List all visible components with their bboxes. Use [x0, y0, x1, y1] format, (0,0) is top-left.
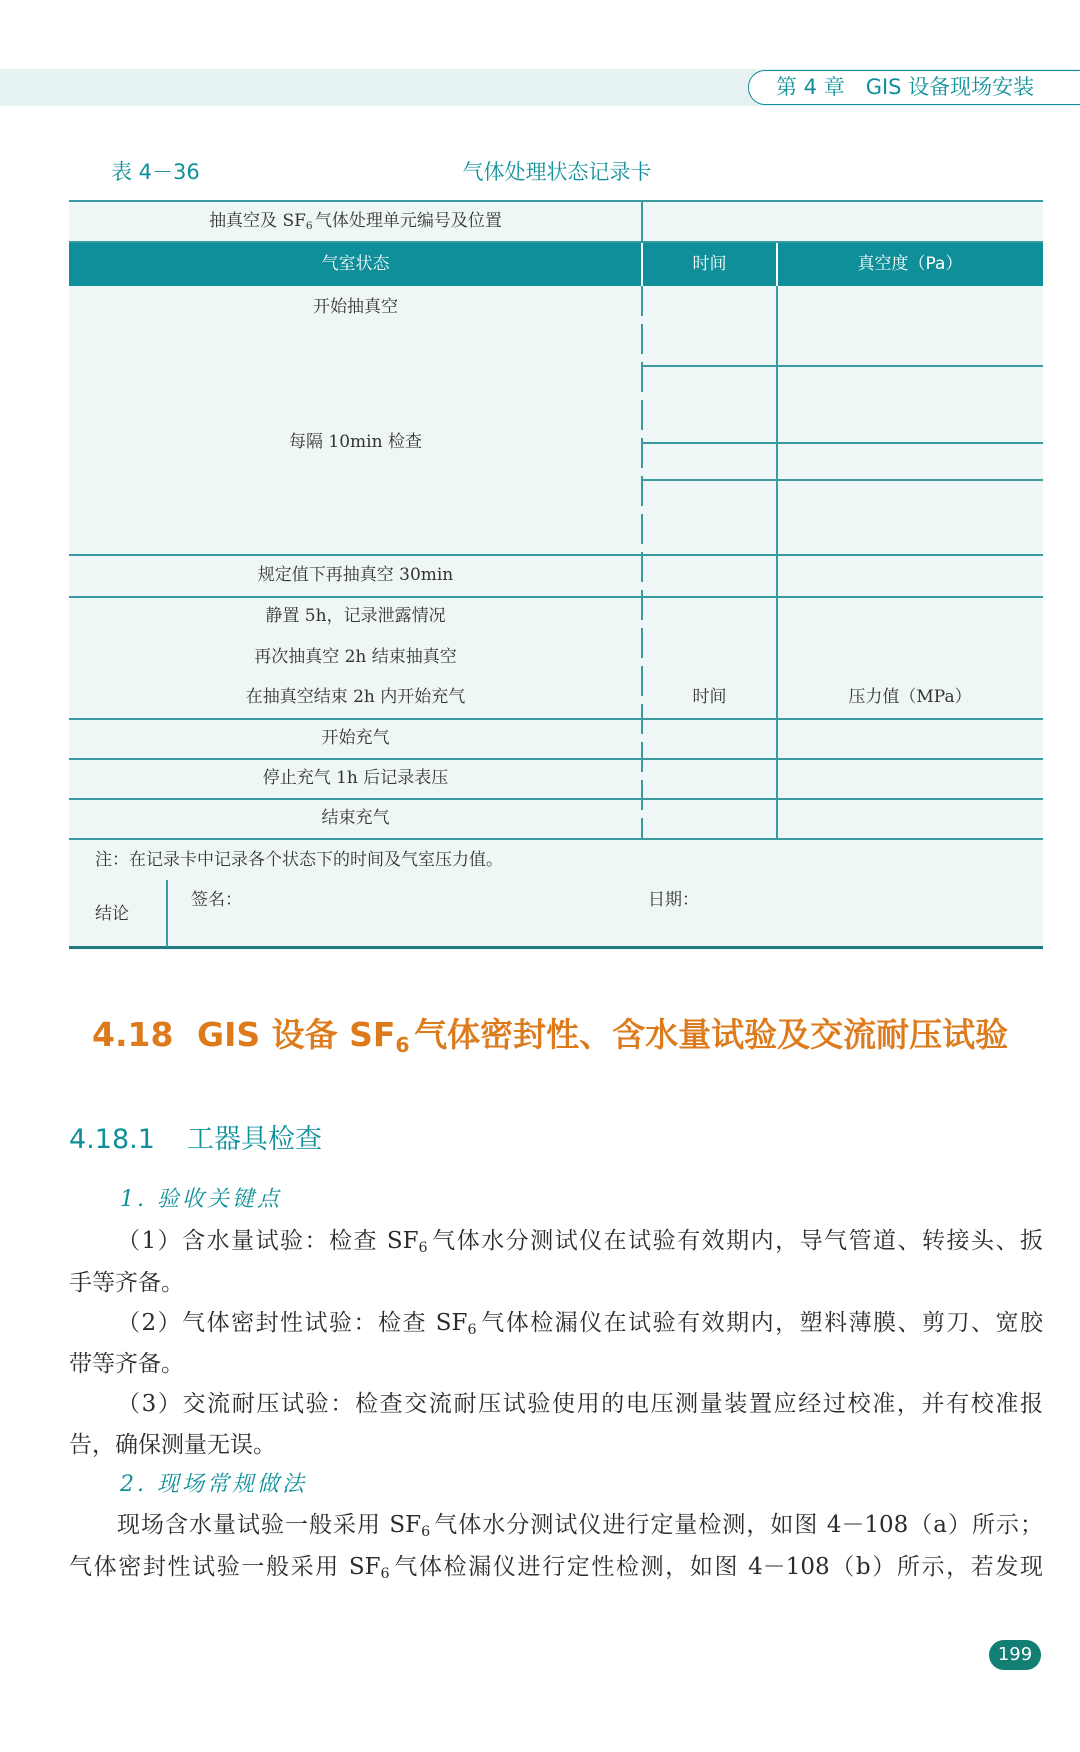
table-rule-horizontal: [69, 596, 1043, 598]
table-note: 注：在记录卡中记录各个状态下的时间及气室压力值。: [95, 850, 503, 870]
signature-label: 签名：: [191, 890, 242, 910]
row-label-extra-vacuum-30min: 规定值下再抽真空 30min: [257, 565, 454, 585]
unit-label-text: 气体处理单元编号及位置: [314, 211, 502, 231]
paragraph-text: 现场含水量试验一般采用 SF: [117, 1512, 422, 1538]
subscript: 6: [418, 1239, 428, 1256]
table-rule-horizontal: [69, 838, 1043, 840]
table-rule-horizontal: [642, 479, 1043, 481]
subscript: 6: [380, 1565, 390, 1582]
row-label-check-every-10min: 每隔 10min 检查: [289, 432, 422, 452]
date-label: 日期：: [648, 890, 699, 910]
row-label-record-pressure-1h: 停止充气 1h 后记录表压: [262, 768, 449, 788]
paragraph-text: 气体水分测试仪进行定量检测，如图 4－108（a）所示；: [433, 1512, 1043, 1538]
table-rule-horizontal: [69, 554, 1043, 556]
column-label-time: 时间: [692, 687, 727, 707]
table-header-row: [69, 242, 1043, 286]
table-title: 气体处理状态记录卡: [462, 160, 652, 184]
row-label-revacuum-2h: 再次抽真空 2h 结束抽真空: [254, 647, 457, 667]
paragraph-line: （3）交流耐压试验：检查交流耐压试验使用的电压测量装置应经过校准，并有校准报: [117, 1391, 1043, 1417]
gas-treatment-record-table: [69, 200, 1043, 950]
conclusion-label: 结论: [95, 904, 129, 924]
subsection-title: 工器具检查: [187, 1124, 322, 1155]
column-label-pressure: 压力值（MPa）: [848, 687, 972, 707]
paragraph-text: 气体检漏仪在试验有效期内，塑料薄膜、剪刀、宽胶: [479, 1310, 1044, 1336]
table-rule-horizontal: [69, 758, 1043, 760]
chapter-title: 第 4 章 GIS 设备现场安装: [776, 75, 1035, 99]
paragraph-line: [69, 1303, 1043, 1343]
paragraph-line: [69, 1505, 1043, 1545]
paragraph-text: 气体密封性试验一般采用 SF: [69, 1554, 381, 1580]
table-rule-horizontal: [69, 798, 1043, 800]
table-rule-horizontal: [642, 442, 1043, 444]
row-label-start-filling-within-2h: 在抽真空结束 2h 内开始充气: [245, 687, 466, 707]
table-number: 表 4－36: [111, 160, 200, 184]
table-rule-horizontal: [69, 718, 1043, 720]
subscript: 6: [467, 1321, 477, 1338]
table-rule-vertical: [776, 286, 778, 838]
header-separator: [776, 242, 778, 286]
column-header-time: 时间: [692, 254, 727, 274]
table-rule-horizontal: [642, 365, 1043, 367]
paragraph-line: 带等齐备。: [69, 1351, 184, 1377]
paragraph-text: （1）含水量试验：检查 SF: [117, 1228, 419, 1254]
paragraph-line: [69, 1547, 1043, 1587]
paragraph-text: 气体检漏仪进行定性检测，如图 4－108（b）所示，若发现: [392, 1554, 1043, 1580]
unit-number-location-label: [69, 206, 642, 236]
chapter-tab: [748, 70, 1080, 105]
row-label-start-vacuum: 开始抽真空: [313, 297, 398, 317]
row-label-end-filling: 结束充气: [321, 808, 390, 828]
page-number-badge: 199: [989, 1640, 1041, 1670]
table-rule-horizontal: [69, 241, 1043, 243]
header-separator: [641, 242, 643, 286]
section-title-text: 气体密封性、含水量试验及交流耐压试验: [414, 1015, 1009, 1054]
table-rule-vertical: [166, 880, 168, 947]
subscript: 6: [421, 1523, 431, 1540]
unit-label-text: 抽真空及 SF: [209, 211, 306, 231]
section-title-text: GIS 设备 SF: [197, 1015, 396, 1054]
column-header-vacuum: 真空度（Pa）: [857, 254, 963, 274]
paragraph-line: [69, 1221, 1043, 1261]
subsection-number: 4.18.1: [69, 1124, 155, 1155]
practice-heading: 2. 现场常规做法: [120, 1472, 307, 1497]
table-rule-horizontal: [69, 200, 1043, 202]
column-header-chamber-state: 气室状态: [321, 254, 390, 274]
row-label-start-filling: 开始充气: [321, 728, 390, 748]
paragraph-text: 气体水分测试仪在试验有效期内，导气管道、转接头、扳: [430, 1228, 1043, 1254]
acceptance-points-heading: 1. 验收关键点: [120, 1187, 282, 1212]
paragraph-line: 手等齐备。: [69, 1270, 184, 1296]
row-label-hold-5h: 静置 5h，记录泄露情况: [265, 606, 446, 626]
section-number: 4.18: [92, 1015, 174, 1054]
paragraph-line: 告，确保测量无误。: [69, 1432, 276, 1458]
table-bottom-rule: [69, 946, 1043, 949]
subscript: 6: [305, 219, 313, 232]
section-title: [197, 1013, 1008, 1057]
paragraph-text: （2）气体密封性试验：检查 SF: [117, 1310, 468, 1336]
subscript: 6: [395, 1032, 410, 1057]
